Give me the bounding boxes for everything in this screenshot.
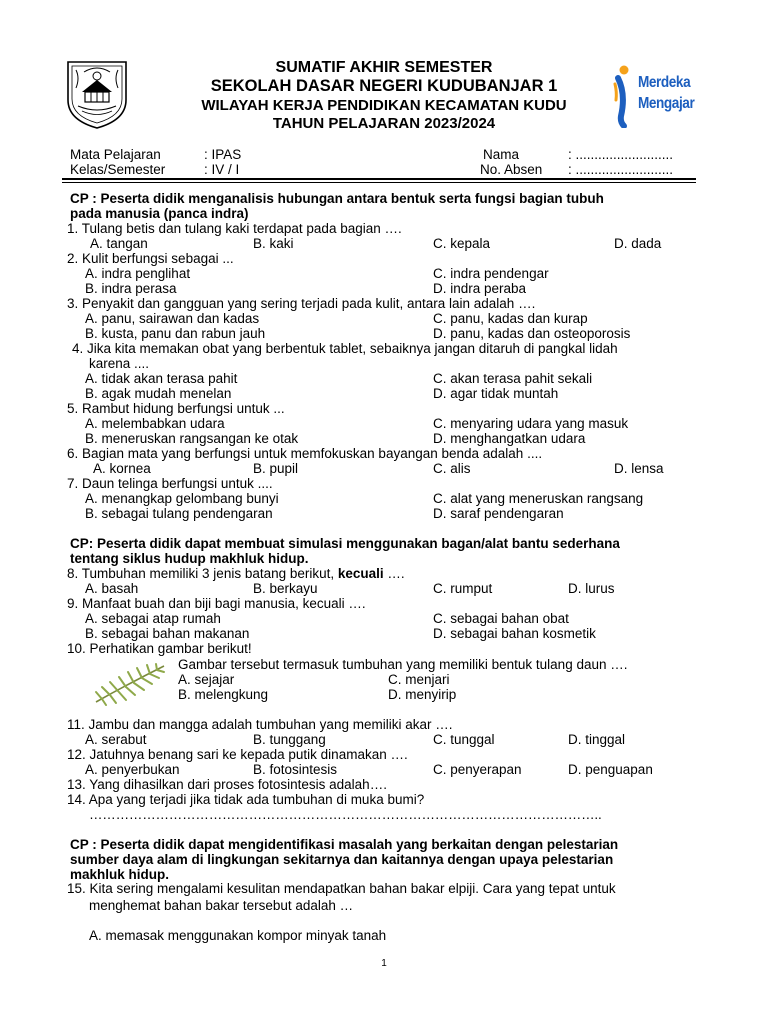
header-title-3: WILAYAH KERJA PENDIDIKAN KECAMATAN KUDU <box>201 97 567 114</box>
q7-stem: 7. Daun telinga berfungsi untuk .... <box>67 476 273 491</box>
q10-option-c: C. menjari <box>388 672 450 687</box>
q1-option-a: A. tangan <box>90 236 148 251</box>
q6-stem: 6. Bagian mata yang berfungsi untuk memfokuskan bayangan benda adalah .... <box>67 446 543 461</box>
subject-label: Mata Pelajaran <box>70 147 161 162</box>
q10-stem: 10. Perhatikan gambar berikut! <box>67 641 252 656</box>
q2-option-a: A. indra penglihat <box>85 266 191 281</box>
q15-stem-line2: menghemat bahan bakar tersebut adalah … <box>89 898 354 913</box>
q5-option-d: D. menghangatkan udara <box>433 431 586 446</box>
cp1-line1: CP : Peserta didik menganalisis hubungan antara bentuk serta fungsi bagian tubuh <box>70 191 604 206</box>
q2-option-c: C. indra pendengar <box>433 266 549 281</box>
q8-option-d: D. lurus <box>568 581 615 596</box>
page-number: 1 <box>381 958 387 969</box>
cp2-line2: tentang siklus hudup makhluk hidup. <box>70 551 309 566</box>
logo-text-mengajar: Mengajar <box>638 95 695 112</box>
q11-option-b: B. tunggang <box>253 732 326 747</box>
q8-stem <box>67 566 405 581</box>
student-name-field: : .......................... <box>568 147 674 162</box>
q8-option-b: B. berkayu <box>253 581 318 596</box>
cp2-line1: CP: Peserta didik dapat membuat simulasi menggunakan bagan/alat bantu sederhana <box>70 536 620 551</box>
q9-option-a: A. sebagai atap rumah <box>85 611 221 626</box>
q9-stem: 9. Manfaat buah dan biji bagi manusia, kecuali …. <box>67 596 366 611</box>
subject-value: : IPAS <box>204 147 242 162</box>
q11-stem: 11. Jambu dan mangga adalah tumbuhan yang memiliki akar …. <box>67 717 453 732</box>
q14-stem: 14. Apa yang terjadi jika tidak ada tumbuhan di muka bumi? <box>67 792 425 807</box>
q8-option-a: A. basah <box>85 581 139 596</box>
q3-stem: 3. Penyakit dan gangguan yang sering terjadi pada kulit, antara lain adalah …. <box>67 296 536 311</box>
q11-option-a: A. serabut <box>85 732 147 747</box>
q1-option-c: C. kepala <box>433 236 491 251</box>
q3-option-c: C. panu, kadas dan kurap <box>433 311 588 326</box>
header-title-2: SEKOLAH DASAR NEGERI KUDUBANJAR 1 <box>210 77 558 95</box>
q4-option-c: C. akan terasa pahit sekali <box>433 371 593 386</box>
q9-option-c: C. sebagai bahan obat <box>433 611 569 626</box>
q7-option-c: C. alat yang meneruskan rangsang <box>433 491 644 506</box>
q4-option-b: B. agak mudah menelan <box>85 386 232 401</box>
q8-option-c: C. rumput <box>433 581 493 596</box>
header-title-1: SUMATIF AKHIR SEMESTER <box>275 59 493 76</box>
q15-stem-line1: 15. Kita sering mengalami kesulitan mendapatkan bahan bakar elpiji. Cara yang tepat untuk <box>67 881 616 896</box>
absen-field: : .......................... <box>568 162 674 177</box>
class-label: Kelas/Semester <box>70 162 166 177</box>
q5-stem: 5. Rambut hidung berfungsi untuk ... <box>67 401 285 416</box>
q12-option-d: D. penguapan <box>568 762 653 777</box>
q6-option-a: A. kornea <box>93 461 151 476</box>
q12-option-a: A. penyerbukan <box>85 762 180 777</box>
q14-answer-line: …………………………………………………………………………………………………….. <box>89 807 602 822</box>
logo-text-merdeka: Merdeka <box>638 74 691 91</box>
q13-stem: 13. Yang dihasilkan dari proses fotosintesis adalah…. <box>67 777 387 792</box>
absen-label: No. Absen <box>480 162 543 177</box>
q12-stem: 12. Jatuhnya benang sari ke kepada putik dinamakan …. <box>67 747 408 762</box>
q3-option-b: B. kusta, panu dan rabun jauh <box>85 326 266 341</box>
q11-option-c: C. tunggal <box>433 732 495 747</box>
q4-option-d: D. agar tidak muntah <box>433 386 559 401</box>
q6-option-c: C. alis <box>433 461 471 476</box>
q10-subquestion: Gambar tersebut termasuk tumbuhan yang memiliki bentuk tulang daun …. <box>178 657 628 672</box>
q10-option-b: B. melengkung <box>178 687 269 702</box>
q4-stem-line2: karena .... <box>89 356 150 371</box>
q9-option-d: D. sebagai bahan kosmetik <box>433 626 596 641</box>
q1-option-d: D. dada <box>614 236 662 251</box>
cp3-line1: CP : Peserta didik dapat mengidentifikasi masalah yang berkaitan dengan pelestarian <box>70 837 619 852</box>
merdeka-mengajar-logo <box>612 64 702 130</box>
q2-stem: 2. Kulit berfungsi sebagai ... <box>67 251 234 266</box>
merdeka-mengajar-mark-icon <box>612 64 634 128</box>
q10-option-d: D. menyirip <box>388 687 457 702</box>
q4-option-a: A. tidak akan terasa pahit <box>85 371 238 386</box>
header-divider <box>62 178 696 180</box>
cp1-line2: pada manusia (panca indra) <box>70 206 249 221</box>
q4-stem-line1: 4. Jika kita memakan obat yang berbentuk tablet, sebaiknya jangan ditaruh di pangkal lidah <box>72 341 618 356</box>
q8-stem-text: 8. Tumbuhan memiliki 3 jenis batang berikut, <box>67 566 338 581</box>
student-name-label: Nama <box>483 147 520 162</box>
q5-option-b: B. meneruskan rangsangan ke otak <box>85 431 299 446</box>
q7-option-b: B. sebagai tulang pendengaran <box>85 506 273 521</box>
q1-option-b: B. kaki <box>253 236 294 251</box>
q1-stem: 1. Tulang betis dan tulang kaki terdapat pada bagian …. <box>67 221 402 236</box>
q2-option-d: D. indra peraba <box>433 281 527 296</box>
cp3-line3: makhluk hidup. <box>70 867 170 882</box>
q6-option-b: B. pupil <box>253 461 299 476</box>
q5-option-a: A. melembabkan udara <box>85 416 225 431</box>
q10-option-a: A. sejajar <box>178 672 235 687</box>
q5-option-c: C. menyaring udara yang masuk <box>433 416 629 431</box>
header-title-4: TAHUN PELAJARAN 2023/2024 <box>272 115 496 132</box>
q3-option-d: D. panu, kadas dan osteoporosis <box>433 326 631 341</box>
class-value: : IV / I <box>204 162 240 177</box>
q12-option-c: C. penyerapan <box>433 762 522 777</box>
q8-stem-end: …. <box>383 566 405 581</box>
q6-option-d: D. lensa <box>614 461 664 476</box>
q8-stem-emphasis: kecuali <box>337 566 384 581</box>
pinnate-leaf-image <box>92 662 168 706</box>
q12-option-b: B. fotosintesis <box>253 762 338 777</box>
q3-option-a: A. panu, sairawan dan kadas <box>85 311 260 326</box>
q15-option-a: A. memasak menggunakan kompor minyak tanah <box>89 928 387 943</box>
q11-option-d: D. tinggal <box>568 732 626 747</box>
cp3-line2: sumber daya alam di lingkungan sekitarnya dan kaitannya dengan upaya pelestarian <box>70 852 614 867</box>
q2-option-b: B. indra perasa <box>85 281 177 296</box>
q9-option-b: B. sebagai bahan makanan <box>85 626 250 641</box>
q7-option-a: A. menangkap gelombang bunyi <box>85 491 279 506</box>
header-divider-thin <box>62 182 696 183</box>
q7-option-d: D. saraf pendengaran <box>433 506 564 521</box>
